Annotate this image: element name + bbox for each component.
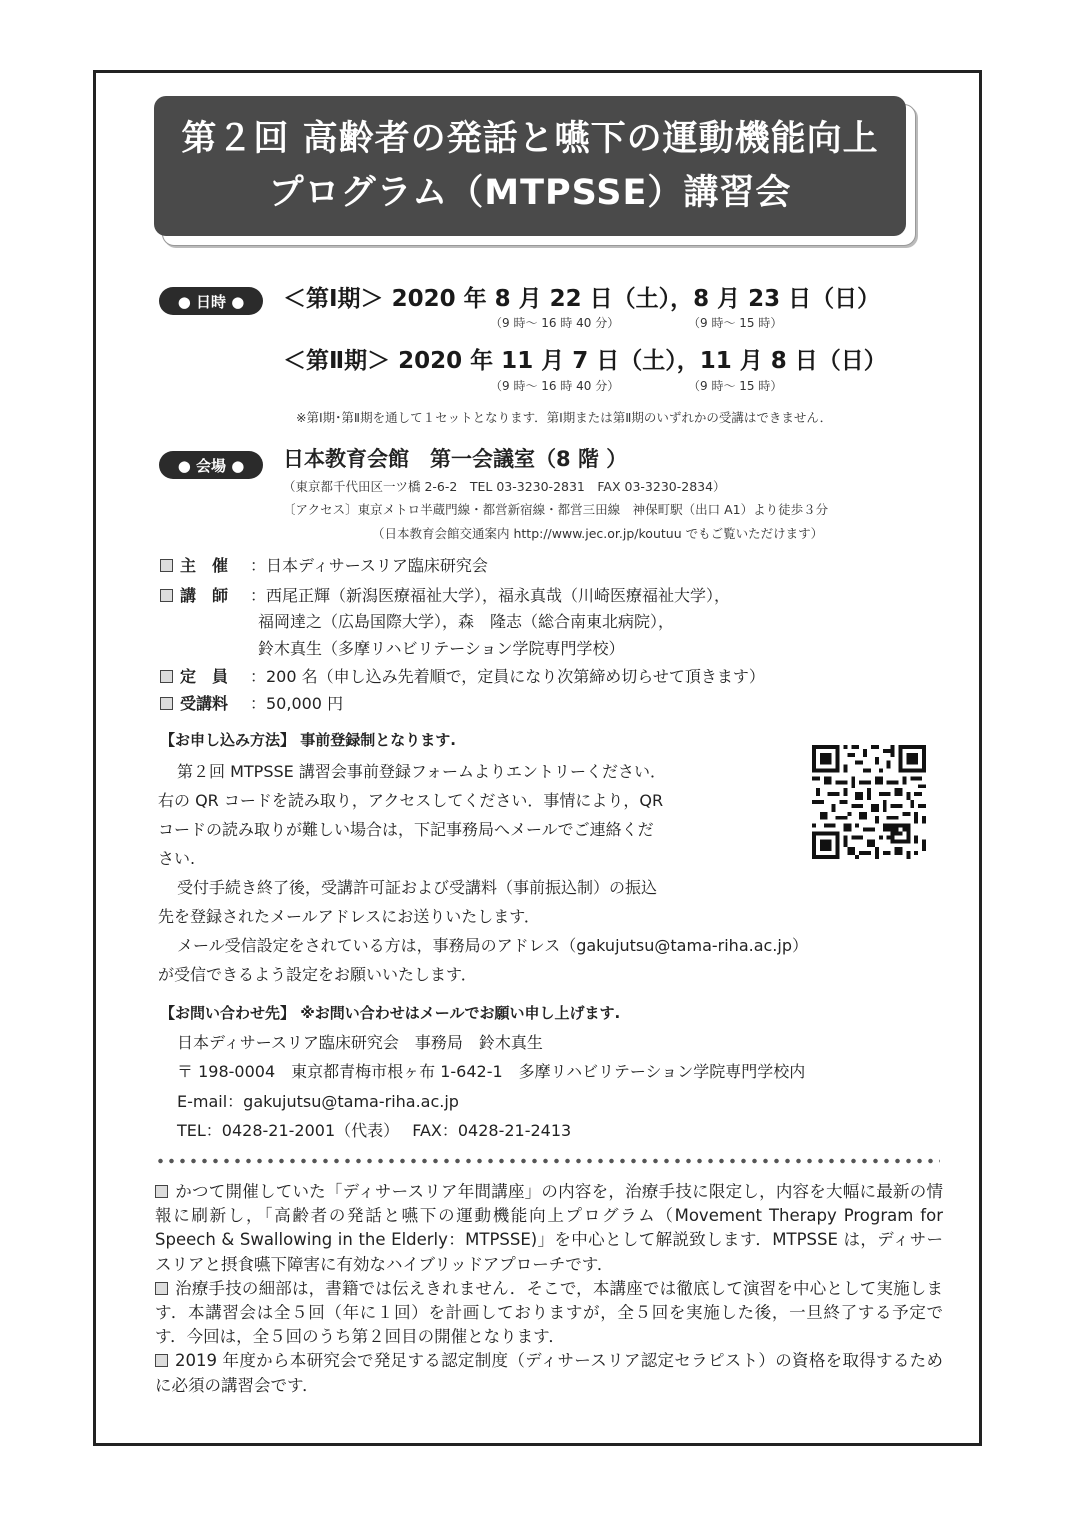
host-row bbox=[160, 553, 488, 576]
period-1-time-2: （9 時～ 15 時） bbox=[688, 316, 783, 330]
bullet-icon bbox=[160, 589, 173, 602]
contact-address: 〒 198-0004 東京都青梅市根ヶ布 1-642-1 多摩リハビリテーション学院専門学校内 bbox=[177, 1062, 806, 1081]
contact-email[interactable]: E-mail：gakujutsu@tama-riha.ac.jp bbox=[177, 1092, 459, 1111]
contact-heading: 【お問い合わせ先】 ※お問い合わせはメールでお願い申し上げます. bbox=[160, 1004, 621, 1022]
lecturer-label: 講 師 bbox=[180, 586, 229, 605]
application-line-2: 右の QR コードを読み取り，アクセスしてください．事情により，QR bbox=[158, 791, 664, 810]
bullet-icon bbox=[160, 670, 173, 683]
schedule-note: ※第Ⅰ期･第Ⅱ期を通して１セットとなります．第Ⅰ期または第Ⅱ期のいずれかの受講はできません． bbox=[296, 410, 833, 425]
period-2-time-2: （9 時～ 15 時） bbox=[688, 379, 783, 393]
description bbox=[155, 1180, 943, 1398]
fee-row bbox=[160, 691, 343, 714]
contact-phone: TEL：0428-21-2001（代表） FAX：0428-21-2413 bbox=[177, 1121, 572, 1140]
capacity-row bbox=[160, 664, 765, 687]
period-1-time-1: （9 時～ 16 時 40 分） bbox=[490, 316, 620, 330]
venue-address: （東京都千代田区一ツ橋 2-6-2 TEL 03-3230-2831 FAX 03-3230-2834） bbox=[283, 479, 726, 494]
bullet-icon bbox=[160, 697, 173, 710]
title-line-1: 第２回 高齢者の発話と嚥下の運動機能向上 bbox=[181, 119, 879, 159]
application-line-7: メール受信設定をされている方は，事務局のアドレス（gakujutsu@tama-riha.ac.jp） bbox=[177, 936, 808, 955]
capacity-label: 定 員 bbox=[180, 667, 229, 686]
venue-badge: ● 会場 ● bbox=[159, 451, 263, 479]
venue-name: 日本教育会館 第一会議室（8 階 ） bbox=[283, 447, 628, 471]
lecturer-value-2: 福岡達之（広島国際大学），森 隆志（総合南東北病院）， bbox=[258, 612, 675, 631]
application-line-5: 受付手続き終了後，受講許可証および受講料（事前振込制）の振込 bbox=[177, 878, 658, 897]
description-text-2: 治療手技の細部は，書籍では伝えきれません．そこで，本講座では徹底して演習を中心として実施します．本講習会は全５回（年に１回）を計画しておりますが，全５回を実施した後，一旦終了する予定です．今回は，全５回のうち第２回目の開催となります． bbox=[155, 1278, 943, 1347]
period-2-time-1: （9 時～ 16 時 40 分） bbox=[490, 379, 620, 393]
application-line-6: 先を登録されたメールアドレスにお送りいたします． bbox=[158, 907, 540, 926]
venue-access: 〔アクセス〕東京メトロ半蔵門線・都営新宿線・都営三田線 神保町駅（出口 A1）より徒歩３分 bbox=[283, 502, 829, 517]
bullet-icon bbox=[155, 1282, 168, 1295]
application-line-1: 第２回 MTPSSE 講習会事前登録フォームよりエントリーください． bbox=[177, 762, 667, 781]
description-paragraph-2 bbox=[155, 1277, 943, 1350]
date-badge: ● 日時 ● bbox=[159, 287, 263, 315]
title-banner bbox=[154, 96, 906, 236]
lecturer-value-1: ：西尾正輝（新潟医療福祉大学），福永真哉（川崎医療福祉大学）， bbox=[250, 586, 731, 605]
fee-label: 受講料 bbox=[180, 694, 229, 713]
lecturer-value-3: 鈴木真生（多摩リハビリテーション学院専門学校） bbox=[258, 639, 625, 658]
qr-code[interactable] bbox=[812, 745, 926, 859]
capacity-value: ：200 名（申し込み先着順で，定員になり次第締め切らせて頂きます） bbox=[250, 667, 765, 686]
bullet-icon bbox=[155, 1185, 168, 1198]
lecturer-row bbox=[160, 583, 730, 606]
bullet-icon bbox=[160, 559, 173, 572]
description-paragraph-1 bbox=[155, 1180, 943, 1277]
application-heading: 【お申し込み方法】 事前登録制となります. bbox=[160, 731, 456, 749]
application-line-4: さい. bbox=[158, 849, 196, 868]
venue-access-guide: （日本教育会館交通案内 http://www.jec.or.jp/koutuu でもご覧いただけます） bbox=[372, 526, 824, 541]
description-text-3: 2019 年度から本研究会で発足する認定制度（ディサースリア認定セラピスト）の資格を取得するために必須の講習会です． bbox=[155, 1351, 943, 1395]
host-value: ：日本ディサースリア臨床研究会 bbox=[250, 556, 488, 575]
application-line-3: コードの読み取りが難しい場合は，下記事務局へメールでご連絡くだ bbox=[158, 820, 654, 839]
dotted-divider bbox=[155, 1157, 940, 1165]
period-2-date: ＜第Ⅱ期＞ 2020 年 11 月 7 日（土），11 月 8 日（日） bbox=[283, 348, 887, 374]
period-1-date: ＜第Ⅰ期＞ 2020 年 8 月 22 日（土），8 月 23 日（日） bbox=[283, 286, 881, 312]
description-text-1: かつて開催していた「ディサースリア年間講座」の内容を，治療手技に限定し，内容を大幅に最新の情報に刷新し，「高齢者の発話と嚥下の運動機能向上プログラム（Movement Therapy Program for Speech & Swallowing in the Elderly：MTPSSE)」を中心として解説致します．MTPSSE は，ディサースリアと摂食嚥下障害に有効なハイブリッドアプローチです． bbox=[155, 1182, 943, 1274]
fee-value: ：50,000 円 bbox=[250, 694, 344, 713]
bullet-icon bbox=[155, 1354, 168, 1367]
title-line-2: プログラム（MTPSSE）講習会 bbox=[268, 173, 792, 213]
host-label: 主 催 bbox=[180, 556, 229, 575]
contact-org: 日本ディサースリア臨床研究会 事務局 鈴木真生 bbox=[177, 1033, 543, 1052]
application-line-8: が受信できるよう設定をお願いいたします． bbox=[158, 965, 477, 984]
description-paragraph-3 bbox=[155, 1349, 943, 1397]
